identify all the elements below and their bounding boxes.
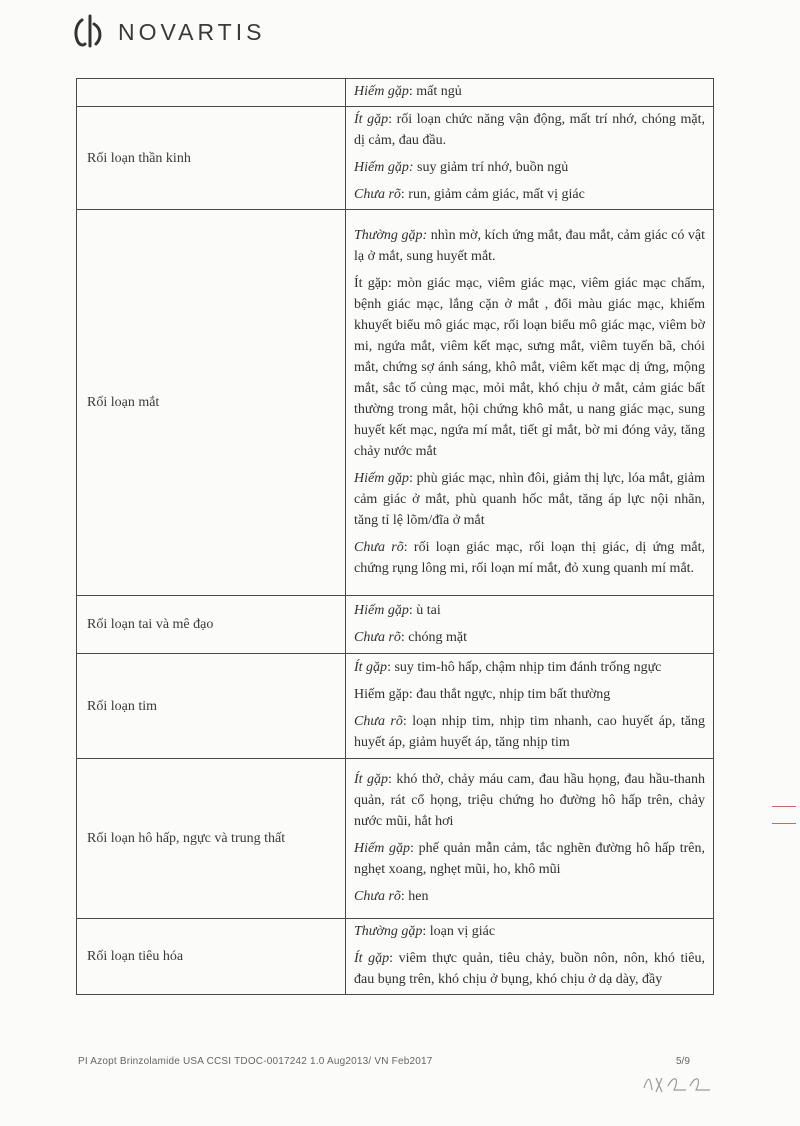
effects-text: : run, giảm cảm giác, mất vị giác xyxy=(400,187,585,202)
effects-text: : loạn vị giác xyxy=(422,924,496,939)
frequency-label: Chưa rõ xyxy=(354,187,401,202)
frequency-entry xyxy=(354,921,705,942)
frequency-entry xyxy=(354,157,705,178)
effects-text: : rối loạn chức năng vận động, mất trí nhớ, chóng mặt, dị cảm, đau đầu. xyxy=(354,112,705,148)
handwritten-mark-icon xyxy=(640,1068,720,1098)
details-cell xyxy=(346,107,714,210)
details-cell xyxy=(346,596,714,654)
effects-text: : khó thở, chảy máu cam, đau hầu họng, đau hầu-thanh quản, rát cổ họng, triệu chứng ho đường hô hấp trên, chảy nước mũi, hắt hơi xyxy=(354,771,706,829)
frequency-entry xyxy=(354,184,705,205)
effects-text: : suy tim-hô hấp, chậm nhịp tim đánh trống ngực xyxy=(387,660,662,675)
effects-text: : phù giác mạc, nhìn đôi, giảm thị lực, lóa mắt, giảm cảm giác ở mắt, phù quanh hốc mắt, tăng áp lực nội nhãn, tăng tỉ lệ lõm/đĩa ở mắt xyxy=(354,470,705,528)
effects-text: : chóng mặt xyxy=(400,629,468,645)
frequency-label: Ít gặp xyxy=(354,951,390,966)
effects-text: : mất ngủ xyxy=(408,84,462,99)
details-cell xyxy=(346,919,714,995)
frequency-entry xyxy=(354,627,705,648)
frequency-entry xyxy=(354,225,705,267)
category-cell xyxy=(77,79,346,107)
frequency-label: Ít gặp xyxy=(354,771,389,787)
frequency-label: Ít gặp xyxy=(354,660,388,675)
effects-text: Ít gặp: mòn giác mạc, viêm giác mạc, viêm giác mạc chấm, bệnh giác mạc, lắng cặn ở mắt , đổi màu giác mạc, khiếm khuyết biểu mô giác mạc, rối loạn biểu mô giác mạc, viêm bờ mi, ngứa mắt, viêm kết mạc, sưng mắt, viêm tuyến bã, chói mắt, chứng sợ ánh sáng, khô mắt, viêm kết mạc dị ứng, mộng mắt, sắc tố củng mạc, mỏi mắt, khó chịu ở mắt, cảm giác bất thường trong mắt, hội chứng khô mắt, u nang giác mạc, sung huyết kết mạc, ngứa mí mắt, tiết gỉ mắt, bờ mi đóng vảy, tăng chảy nước mắt xyxy=(354,275,705,459)
effects-text: suy giảm trí nhớ, buồn ngủ xyxy=(413,160,569,175)
table-row xyxy=(77,107,714,210)
effects-text: : rối loạn giác mạc, rối loạn thị giác, dị ứng mắt, chứng rụng lông mi, rối loạn mí mắt, đỏ xung quanh mí mắt. xyxy=(354,539,706,576)
category-cell: Rối loạn mắt xyxy=(77,210,346,596)
frequency-entry xyxy=(354,657,705,678)
frequency-label: Chưa rõ xyxy=(354,888,401,904)
frequency-entry xyxy=(354,769,705,832)
effects-text: : phế quản mẫn cảm, tắc nghẽn đường hô hấp trên, nghẹt xoang, nghẹt mũi, ho, khô mũi xyxy=(354,840,705,877)
page-number: 5/9 xyxy=(676,1056,690,1067)
frequency-entry xyxy=(354,537,705,579)
footer-doc-ref: PI Azopt Brinzolamide USA CCSI TDOC-0017242 1.0 Aug2013/ VN Feb2017 xyxy=(78,1056,433,1067)
table-row xyxy=(77,919,714,995)
frequency-label: Thường gặp xyxy=(354,924,423,939)
frequency-entry xyxy=(354,711,705,753)
table-row xyxy=(77,654,714,759)
frequency-entry xyxy=(354,684,705,705)
frequency-label: Chưa rõ xyxy=(354,714,403,729)
effects-text: : viêm thực quản, tiêu chảy, buồn nôn, nôn, khó tiêu, đau bụng trên, khó chịu ở bụng, khó chịu ở dạ dày, đầy xyxy=(354,951,705,987)
table-row xyxy=(77,596,714,654)
details-cell xyxy=(346,210,714,596)
category-cell: Rối loạn tim xyxy=(77,654,346,759)
category-cell: Rối loạn tai và mê đạo xyxy=(77,596,346,654)
details-cell xyxy=(346,654,714,759)
adverse-effects-table xyxy=(76,78,714,995)
frequency-label: Chưa rõ xyxy=(354,629,401,645)
effects-text: Hiếm gặp: đau thắt ngực, nhịp tim bất thường xyxy=(354,687,611,702)
effects-text: : loạn nhịp tim, nhịp tim nhanh, cao huyết áp, tăng huyết áp, giảm huyết áp, tăng nhịp tim xyxy=(354,714,705,750)
page-header xyxy=(68,12,265,52)
effects-text: : hen xyxy=(400,888,429,904)
frequency-label: Hiếm gặp xyxy=(354,602,409,618)
details-cell xyxy=(346,759,714,919)
table-row xyxy=(77,759,714,919)
frequency-label: Thường gặp: xyxy=(354,227,428,243)
frequency-entry xyxy=(354,948,705,990)
table-row xyxy=(77,79,714,107)
frequency-entry xyxy=(354,886,705,907)
frequency-entry xyxy=(354,81,705,102)
category-cell: Rối loạn tiêu hóa xyxy=(77,919,346,995)
category-cell: Rối loạn hô hấp, ngực và trung thất xyxy=(77,759,346,919)
frequency-entry xyxy=(354,109,705,151)
frequency-label: Hiếm gặp xyxy=(354,470,410,486)
category-cell: Rối loạn thần kinh xyxy=(77,107,346,210)
details-cell xyxy=(346,79,714,107)
frequency-label: Hiếm gặp xyxy=(354,840,410,856)
frequency-label: Hiếm gặp: xyxy=(354,160,414,175)
table-row xyxy=(77,210,714,596)
frequency-entry xyxy=(354,838,705,880)
brand-name: NOVARTIS xyxy=(118,18,266,45)
edge-stamp-marks xyxy=(772,790,796,844)
frequency-label: Ít gặp xyxy=(354,112,389,127)
novartis-logo-icon xyxy=(68,12,108,52)
frequency-label: Hiếm gặp xyxy=(354,84,409,99)
frequency-label: Chưa rõ xyxy=(354,539,404,555)
frequency-entry xyxy=(354,600,705,621)
effects-text: : ù tai xyxy=(408,602,441,618)
frequency-entry xyxy=(354,468,705,531)
effects-text: nhìn mờ, kích ứng mắt, đau mắt, cảm giác có vật lạ ở mắt, sung huyết mắt. xyxy=(354,227,705,264)
frequency-entry xyxy=(354,273,705,462)
